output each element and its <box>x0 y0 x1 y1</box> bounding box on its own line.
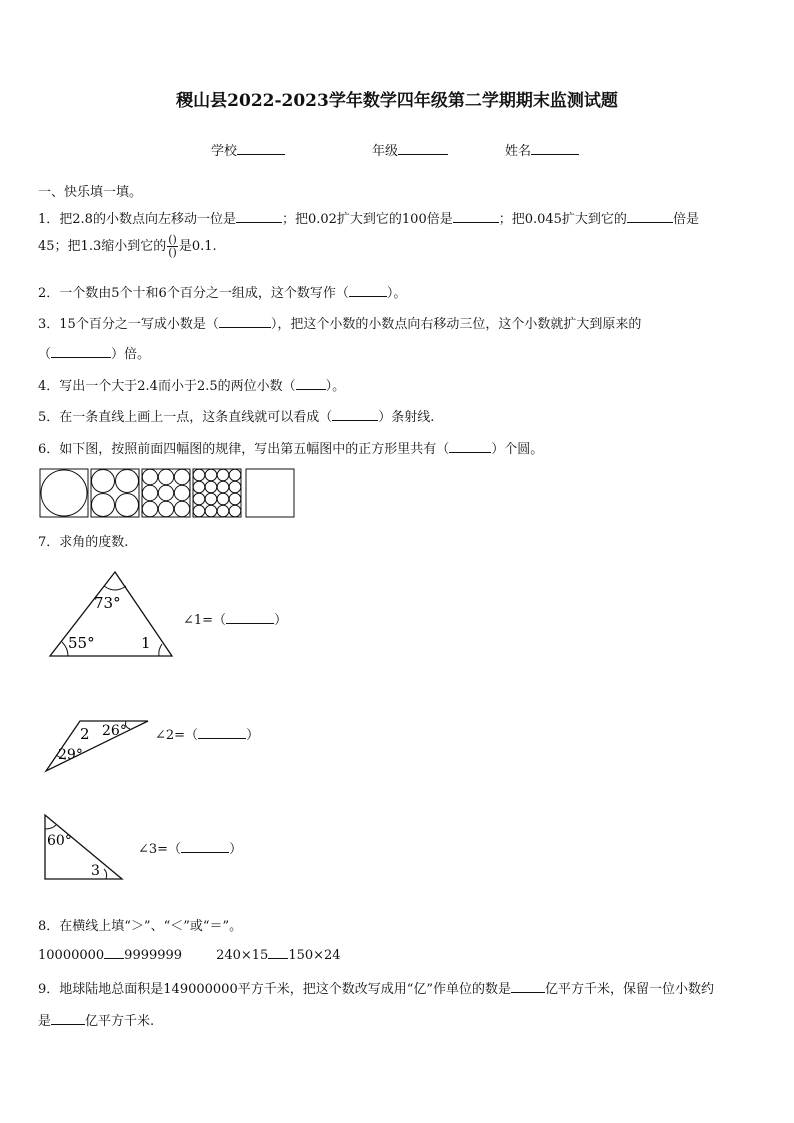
pattern-circle <box>142 485 157 500</box>
q1-text-d: 倍是 <box>672 212 699 227</box>
pattern-circle <box>205 505 217 517</box>
question-7-answer-3 <box>138 838 242 857</box>
fraction-numerator: () <box>168 233 177 246</box>
pattern-circle <box>116 470 139 493</box>
q9-blank-2[interactable] <box>51 1012 85 1025</box>
angle-1-blank[interactable] <box>226 611 274 624</box>
triangle-1-top-angle: 73° <box>94 594 121 612</box>
triangle-1-figure <box>38 568 178 663</box>
question-3-line-2 <box>38 343 150 362</box>
question-8: 8．在横线上填“＞”、“＜”或“＝”。 <box>38 919 243 934</box>
pattern-circle <box>41 470 87 516</box>
pattern-circle <box>158 501 173 516</box>
pattern-circle <box>229 469 241 481</box>
pattern-circle <box>174 469 189 484</box>
circle-pattern-figure <box>38 467 298 521</box>
q1-text-f: 是0.1. <box>178 239 217 254</box>
pattern-circle <box>229 481 241 493</box>
pattern-circle <box>92 494 115 517</box>
section-heading: 一、快乐填一填。 <box>38 185 143 200</box>
q4-text-a: 4．写出一个大于2.4而小于2.5的两位小数（ <box>38 379 296 394</box>
pattern-circle <box>193 505 205 517</box>
q4-blank[interactable] <box>296 377 326 390</box>
pattern-circle <box>158 469 173 484</box>
name-blank[interactable] <box>531 142 579 155</box>
grade-label: 年级 <box>372 144 399 159</box>
q6-text-a: 6．如下图，按照前面四幅图的规律，写出第五幅图中的正方形里共有（ <box>38 442 450 457</box>
grade-field <box>372 140 448 159</box>
triangle-2-figure <box>38 715 153 777</box>
question-1-line-1 <box>38 208 699 227</box>
pattern-circle <box>193 469 205 481</box>
pattern-circle <box>142 501 157 516</box>
q3-blank-2[interactable] <box>51 345 111 358</box>
angle-3-blank[interactable] <box>181 840 229 853</box>
pattern-circle <box>205 481 217 493</box>
q1-blank-3[interactable] <box>627 210 673 223</box>
q3-blank-1[interactable] <box>219 315 271 328</box>
school-blank[interactable] <box>237 142 285 155</box>
angle-2-label: ∠2=（ <box>155 728 199 743</box>
name-field <box>505 140 579 159</box>
q1-text-b: ；把0.02扩大到它的100倍是 <box>281 212 453 227</box>
triangle-1-left-angle: 55° <box>68 634 95 652</box>
q5-text-a: 5．在一条直线上画上一点，这条直线就可以看成（ <box>38 410 333 425</box>
q9-blank-1[interactable] <box>511 980 545 993</box>
triangle-2-left-angle: 29° <box>58 747 83 763</box>
angle-2-close: ） <box>246 728 260 743</box>
pattern-circle <box>229 493 241 505</box>
pattern-circle <box>217 481 229 493</box>
q6-text-b: ）个圆。 <box>491 442 544 457</box>
pattern-circle <box>116 494 139 517</box>
q3-text-b: ），把这个小数的小数点向右移动三位，这个小数就扩大到原来的 <box>270 317 642 332</box>
triangle-3-figure <box>38 811 128 886</box>
q5-blank[interactable] <box>332 408 378 421</box>
q8-blank-2[interactable] <box>268 946 288 959</box>
question-7-answer-1 <box>183 609 287 628</box>
q4-text-b: ）。 <box>325 379 346 394</box>
question-5 <box>38 406 434 425</box>
question-7-answer-2 <box>155 724 259 743</box>
q5-text-b: ）条射线. <box>378 410 435 425</box>
question-3-line-1 <box>38 313 641 332</box>
question-9-line-1 <box>38 978 714 997</box>
page-title: 稷山县2022-2023学年数学四年级第二学期期末监测试题 <box>176 91 618 111</box>
pattern-circle <box>193 493 205 505</box>
q3-text-d: ）倍。 <box>111 347 151 362</box>
pattern-circle <box>217 505 229 517</box>
question-7: 7．求角的度数. <box>38 535 129 550</box>
angle-1-label: ∠1=（ <box>183 613 227 628</box>
fraction-denominator: () <box>168 246 177 259</box>
q8-blank-1[interactable] <box>104 946 124 959</box>
angle-1-close: ） <box>274 613 288 628</box>
triangle-3-right-angle: 3 <box>91 863 100 879</box>
q1-text-e: 45；把1.3缩小到它的 <box>38 239 167 254</box>
angle-3-label: ∠3=（ <box>138 842 182 857</box>
q2-blank[interactable] <box>349 284 387 297</box>
q8-compare-2-right: 150×24 <box>288 948 341 963</box>
q8-compare-1-right: 9999999 <box>124 948 183 963</box>
question-2 <box>38 282 406 301</box>
q8-compare-2-left: 240×15 <box>216 948 269 963</box>
q9-text-b: 亿平方千米，保留一位小数约 <box>545 982 715 997</box>
q6-blank[interactable] <box>449 440 491 453</box>
pattern-circle <box>217 469 229 481</box>
name-label: 姓名 <box>505 144 532 159</box>
question-9-line-2 <box>38 1010 154 1029</box>
q1-text-a: 1．把2.8的小数点向左移动一位是 <box>38 212 236 227</box>
angle-2-blank[interactable] <box>198 726 246 739</box>
pattern-circle <box>142 469 157 484</box>
triangle-2-top-angle: 26° <box>102 723 127 739</box>
pattern-circle <box>217 493 229 505</box>
pattern-square-3 <box>142 469 190 517</box>
triangle-3-top-angle: 60° <box>47 833 72 849</box>
pattern-square-2 <box>91 469 139 517</box>
q1-fraction[interactable] <box>167 234 178 259</box>
q9-text-a: 9．地球陆地总面积是149000000平方千米，把这个数改写成用“亿”作单位的数是 <box>38 982 512 997</box>
q2-text-a: 2．一个数由5个十和6个百分之一组成，这个数写作（ <box>38 286 349 301</box>
q9-text-d: 亿平方千米. <box>85 1014 155 1029</box>
school-label: 学校 <box>211 144 238 159</box>
q1-blank-1[interactable] <box>236 210 282 223</box>
q8-compare-1-left: 10000000 <box>38 948 105 963</box>
q2-text-b: ）。 <box>386 286 407 301</box>
pattern-circle <box>229 505 241 517</box>
pattern-circle <box>92 470 115 493</box>
angle-3-close: ） <box>229 842 243 857</box>
pattern-circle <box>205 469 217 481</box>
pattern-circle <box>174 501 189 516</box>
q3-text-a: 3．15个百分之一写成小数是（ <box>38 317 219 332</box>
q1-blank-2[interactable] <box>453 210 499 223</box>
triangle-2-angle-label: 2 <box>80 725 90 743</box>
pattern-circle <box>174 485 189 500</box>
question-1-line-2 <box>38 234 217 259</box>
question-4 <box>38 375 345 394</box>
pattern-square-1 <box>40 469 88 517</box>
q1-text-c: ；把0.045扩大到它的 <box>498 212 627 227</box>
question-6 <box>38 438 543 457</box>
pattern-square-5-empty <box>246 469 294 517</box>
grade-blank[interactable] <box>398 142 448 155</box>
school-field <box>211 140 285 159</box>
pattern-circle <box>158 485 173 500</box>
pattern-circle <box>205 493 217 505</box>
pattern-circle <box>193 481 205 493</box>
q9-text-c: 是 <box>38 1014 52 1029</box>
q3-text-c: （ <box>38 347 52 362</box>
triangle-1-right-angle: 1 <box>141 634 151 652</box>
question-8-comparisons <box>38 946 341 963</box>
